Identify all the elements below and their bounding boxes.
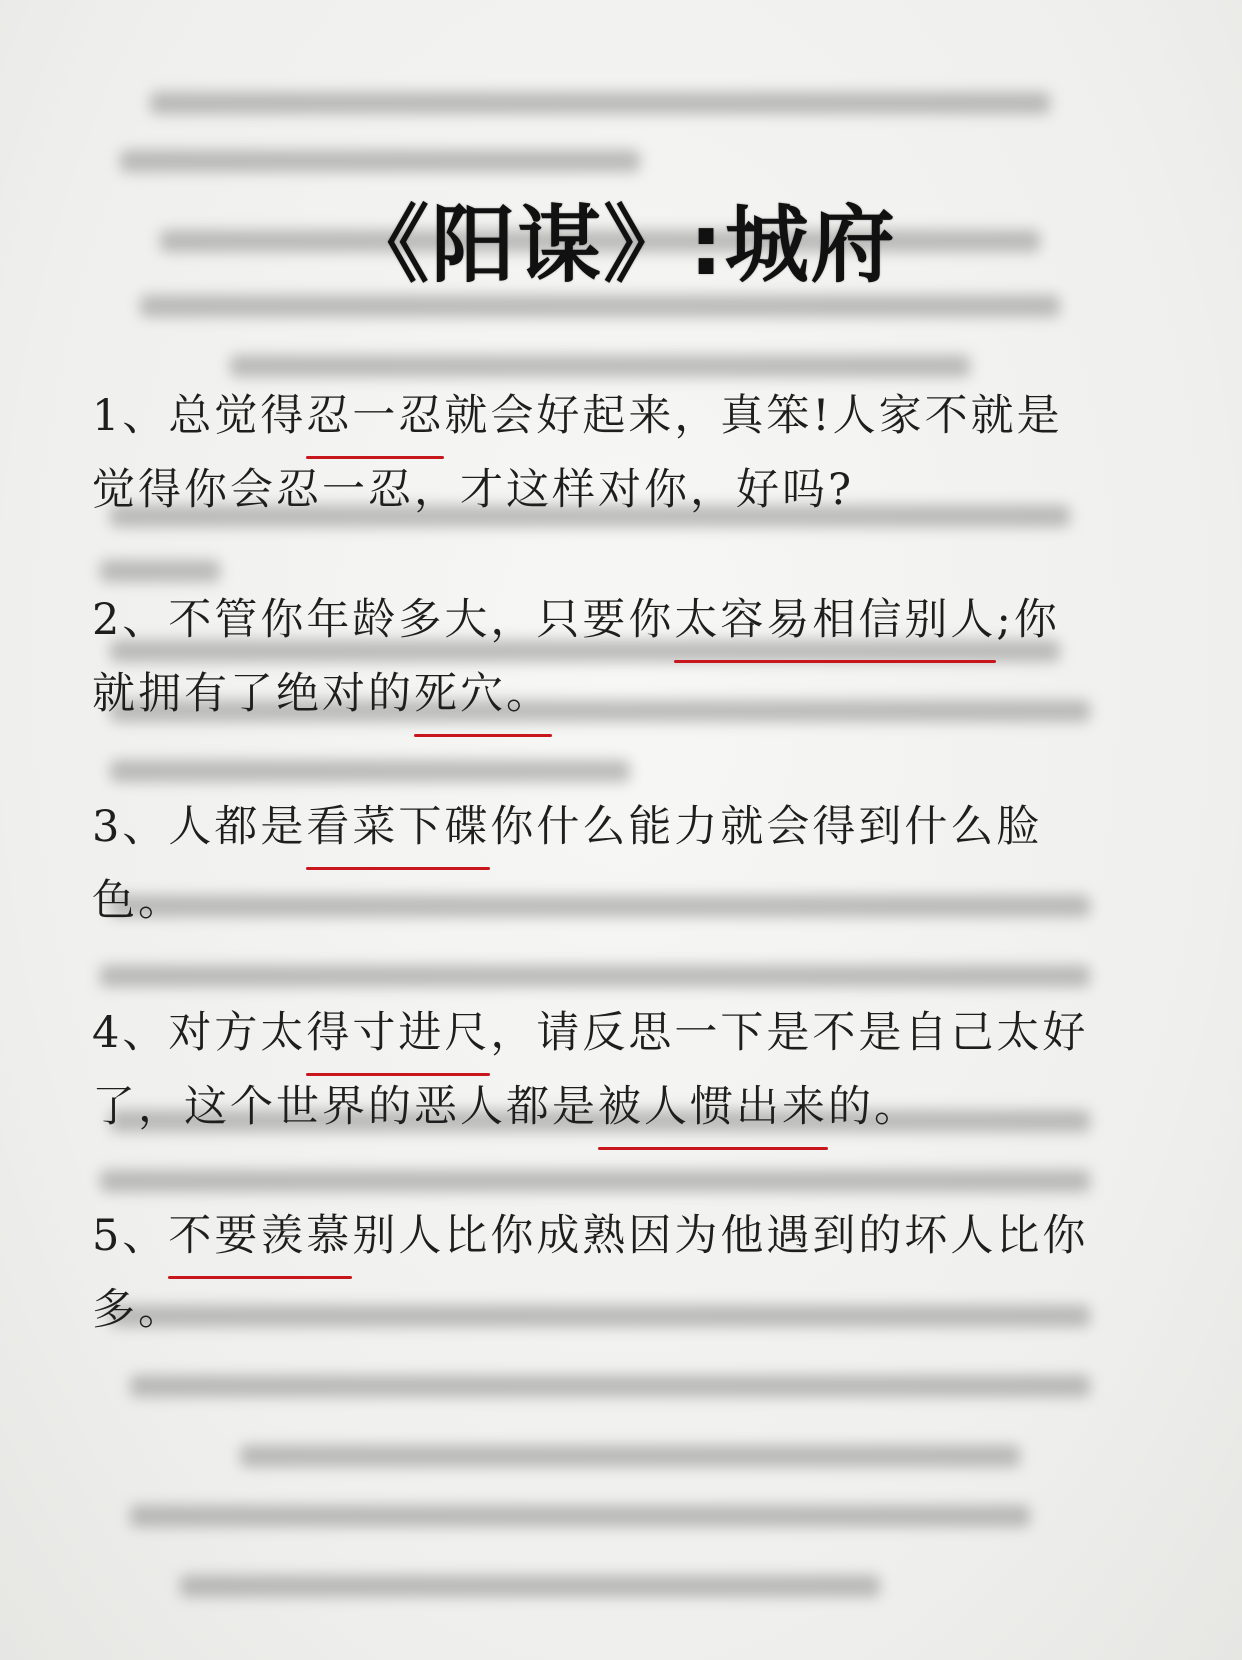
item-text: 你什么能力就会得到什么脸 bbox=[490, 802, 1043, 852]
item-text: 就拥有了绝对的 bbox=[92, 669, 414, 719]
item-text: 多。 bbox=[92, 1285, 184, 1335]
item-text: 的。 bbox=[828, 1082, 920, 1132]
item-text: 了，这个世界的恶人都是 bbox=[92, 1082, 598, 1132]
item-text: 色。 bbox=[92, 876, 184, 926]
item-text: ，请反思一下是不是自己太好 bbox=[490, 1008, 1089, 1058]
item-text: 4、对方太 bbox=[92, 1008, 307, 1058]
highlighted-phrase: 死穴。 bbox=[414, 657, 552, 731]
highlighted-phrase: 太容易相信别人 bbox=[674, 583, 996, 657]
list-item bbox=[92, 1199, 1172, 1347]
list-item bbox=[92, 583, 1172, 731]
list-item bbox=[92, 790, 1172, 938]
item-text: 就会好起来，真笨!人家不就是 bbox=[444, 391, 1063, 441]
list-item bbox=[92, 379, 1172, 527]
item-text: 2、不管你年龄多大，只要你 bbox=[92, 595, 675, 645]
item-text: 觉得你会忍一忍，才这样对你，好吗? bbox=[92, 465, 855, 515]
highlighted-phrase: 被人惯出来 bbox=[598, 1070, 828, 1144]
item-text: 1、总觉得 bbox=[92, 391, 307, 441]
highlighted-phrase: 得寸进尺 bbox=[306, 996, 490, 1070]
item-text: 5、 bbox=[92, 1211, 169, 1261]
item-text: 3、人都是 bbox=[92, 802, 307, 852]
item-text: ;你 bbox=[996, 595, 1060, 645]
highlighted-phrase: 看菜下碟 bbox=[306, 790, 490, 864]
item-text: 别人比你成熟因为他遇到的坏人比你 bbox=[352, 1211, 1089, 1261]
page-title: 《阳谋》:城府 bbox=[345, 196, 897, 294]
highlighted-phrase: 不要羡慕 bbox=[168, 1199, 352, 1273]
list-item bbox=[92, 996, 1172, 1144]
highlighted-phrase: 忍一忍 bbox=[306, 379, 444, 453]
